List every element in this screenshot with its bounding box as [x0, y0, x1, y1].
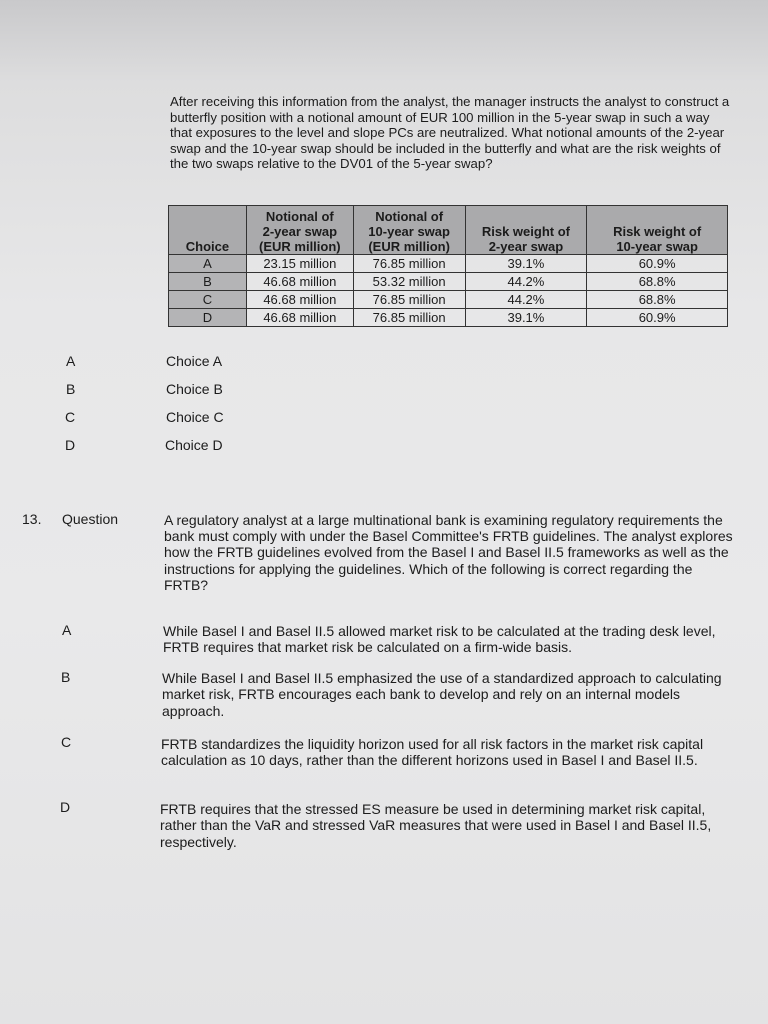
- table-cell: 76.85 million: [353, 309, 465, 327]
- header-notional-2y: [246, 206, 353, 255]
- header-line: 10-year swap: [616, 239, 698, 254]
- q12-option-a[interactable]: Choice A: [166, 353, 223, 369]
- q12-option-b[interactable]: Choice B: [166, 381, 223, 397]
- header-line: 2-year swap: [262, 224, 338, 239]
- question-label: Question: [62, 511, 119, 527]
- table-cell: 46.68 million: [246, 291, 353, 309]
- table-cell: 76.85 million: [353, 255, 465, 273]
- q13-option-a-letter: A: [62, 622, 72, 638]
- table-cell: 23.15 million: [246, 255, 353, 273]
- table-cell: B: [169, 273, 247, 291]
- header-notional-10y: [353, 206, 465, 255]
- q13-option-b-letter: B: [61, 669, 71, 685]
- table-cell: 68.8%: [587, 273, 728, 291]
- table-row: [169, 255, 728, 273]
- question-number: 13.: [22, 511, 42, 527]
- q12-option-b-letter: B: [66, 381, 76, 397]
- header-risk-weight-2y: [465, 206, 587, 255]
- table-cell: 46.68 million: [246, 273, 353, 291]
- table-cell: D: [169, 309, 247, 327]
- header-line: (EUR million): [259, 239, 341, 254]
- q13-option-b[interactable]: While Basel I and Basel II.5 emphasized the use of a standardized approach to calculating market risk, FRTB encourages each bank to develop and rely on an internal models approach.: [162, 670, 722, 719]
- header-line: Risk weight of: [481, 224, 570, 239]
- header-risk-weight-10y: [587, 206, 728, 255]
- table-row: [169, 273, 728, 291]
- table-cell: 60.9%: [587, 255, 728, 273]
- header-choice: [169, 206, 247, 255]
- q13-option-d[interactable]: FRTB requires that the stressed ES measure be used in determining market risk capital, rather than the VaR and stressed VaR measures that were used in Basel I and Basel II.5, respectively.: [160, 801, 712, 850]
- table-row: [169, 309, 728, 327]
- q13-option-d-letter: D: [60, 799, 71, 815]
- header-line: Notional of: [375, 209, 444, 224]
- q12-option-c-letter: C: [65, 409, 76, 425]
- table-cell: 39.1%: [465, 255, 587, 273]
- q13-option-c-letter: C: [61, 734, 72, 750]
- table-cell: C: [169, 291, 247, 309]
- answer-table: [168, 205, 728, 327]
- q12-option-a-letter: A: [66, 353, 76, 369]
- header-line: 2-year swap: [488, 239, 564, 254]
- question-12-intro: After receiving this information from the analyst, the manager instructs the analyst to construct a butterfly position with a notional amount of EUR 100 million in the 5-year swap in such a way that exposures to the level and slope PCs are neutralized. What notional amounts of the 2-year swap and the 10-year swap should be included in the butterfly and what are the risk weights of the two swaps relative to the DV01 of the 5-year swap?: [170, 94, 730, 172]
- table-cell: 76.85 million: [353, 291, 465, 309]
- header-line: Notional of: [265, 209, 334, 224]
- table-cell: 68.8%: [587, 291, 728, 309]
- q12-option-c[interactable]: Choice C: [166, 409, 224, 425]
- table-cell: 46.68 million: [246, 309, 353, 327]
- table-cell: 44.2%: [465, 273, 587, 291]
- header-line: Risk weight of: [613, 224, 702, 239]
- question-13-text: A regulatory analyst at a large multinational bank is examining regulatory requirements the bank must comply with under the Basel Committee's FRTB guidelines. The analyst explores how the FRTB guidelines evolved from the Basel I and Basel II.5 frameworks as well as the instructions for applying the guidelines. Which of the following is correct regarding the FRTB?: [164, 512, 733, 593]
- q12-option-d[interactable]: Choice D: [165, 437, 223, 453]
- q13-option-a[interactable]: While Basel I and Basel II.5 allowed market risk to be calculated at the trading desk level, FRTB requires that market risk be calculated on a firm-wide basis.: [163, 623, 716, 656]
- table-cell: A: [169, 255, 247, 273]
- table-header-row: [169, 206, 728, 255]
- table-cell: 53.32 million: [353, 273, 465, 291]
- table-cell: 44.2%: [465, 291, 587, 309]
- header-line: Choice: [185, 239, 230, 254]
- header-line: (EUR million): [368, 239, 450, 254]
- table-cell: 60.9%: [587, 309, 728, 327]
- q13-option-c[interactable]: FRTB standardizes the liquidity horizon used for all risk factors in the market risk capital calculation as 10 days, rather than the different horizons used in Basel I and Basel II.5.: [161, 736, 704, 769]
- table-row: [169, 291, 728, 309]
- header-line: 10-year swap: [368, 224, 450, 239]
- table-cell: 39.1%: [465, 309, 587, 327]
- q12-option-d-letter: D: [65, 437, 76, 453]
